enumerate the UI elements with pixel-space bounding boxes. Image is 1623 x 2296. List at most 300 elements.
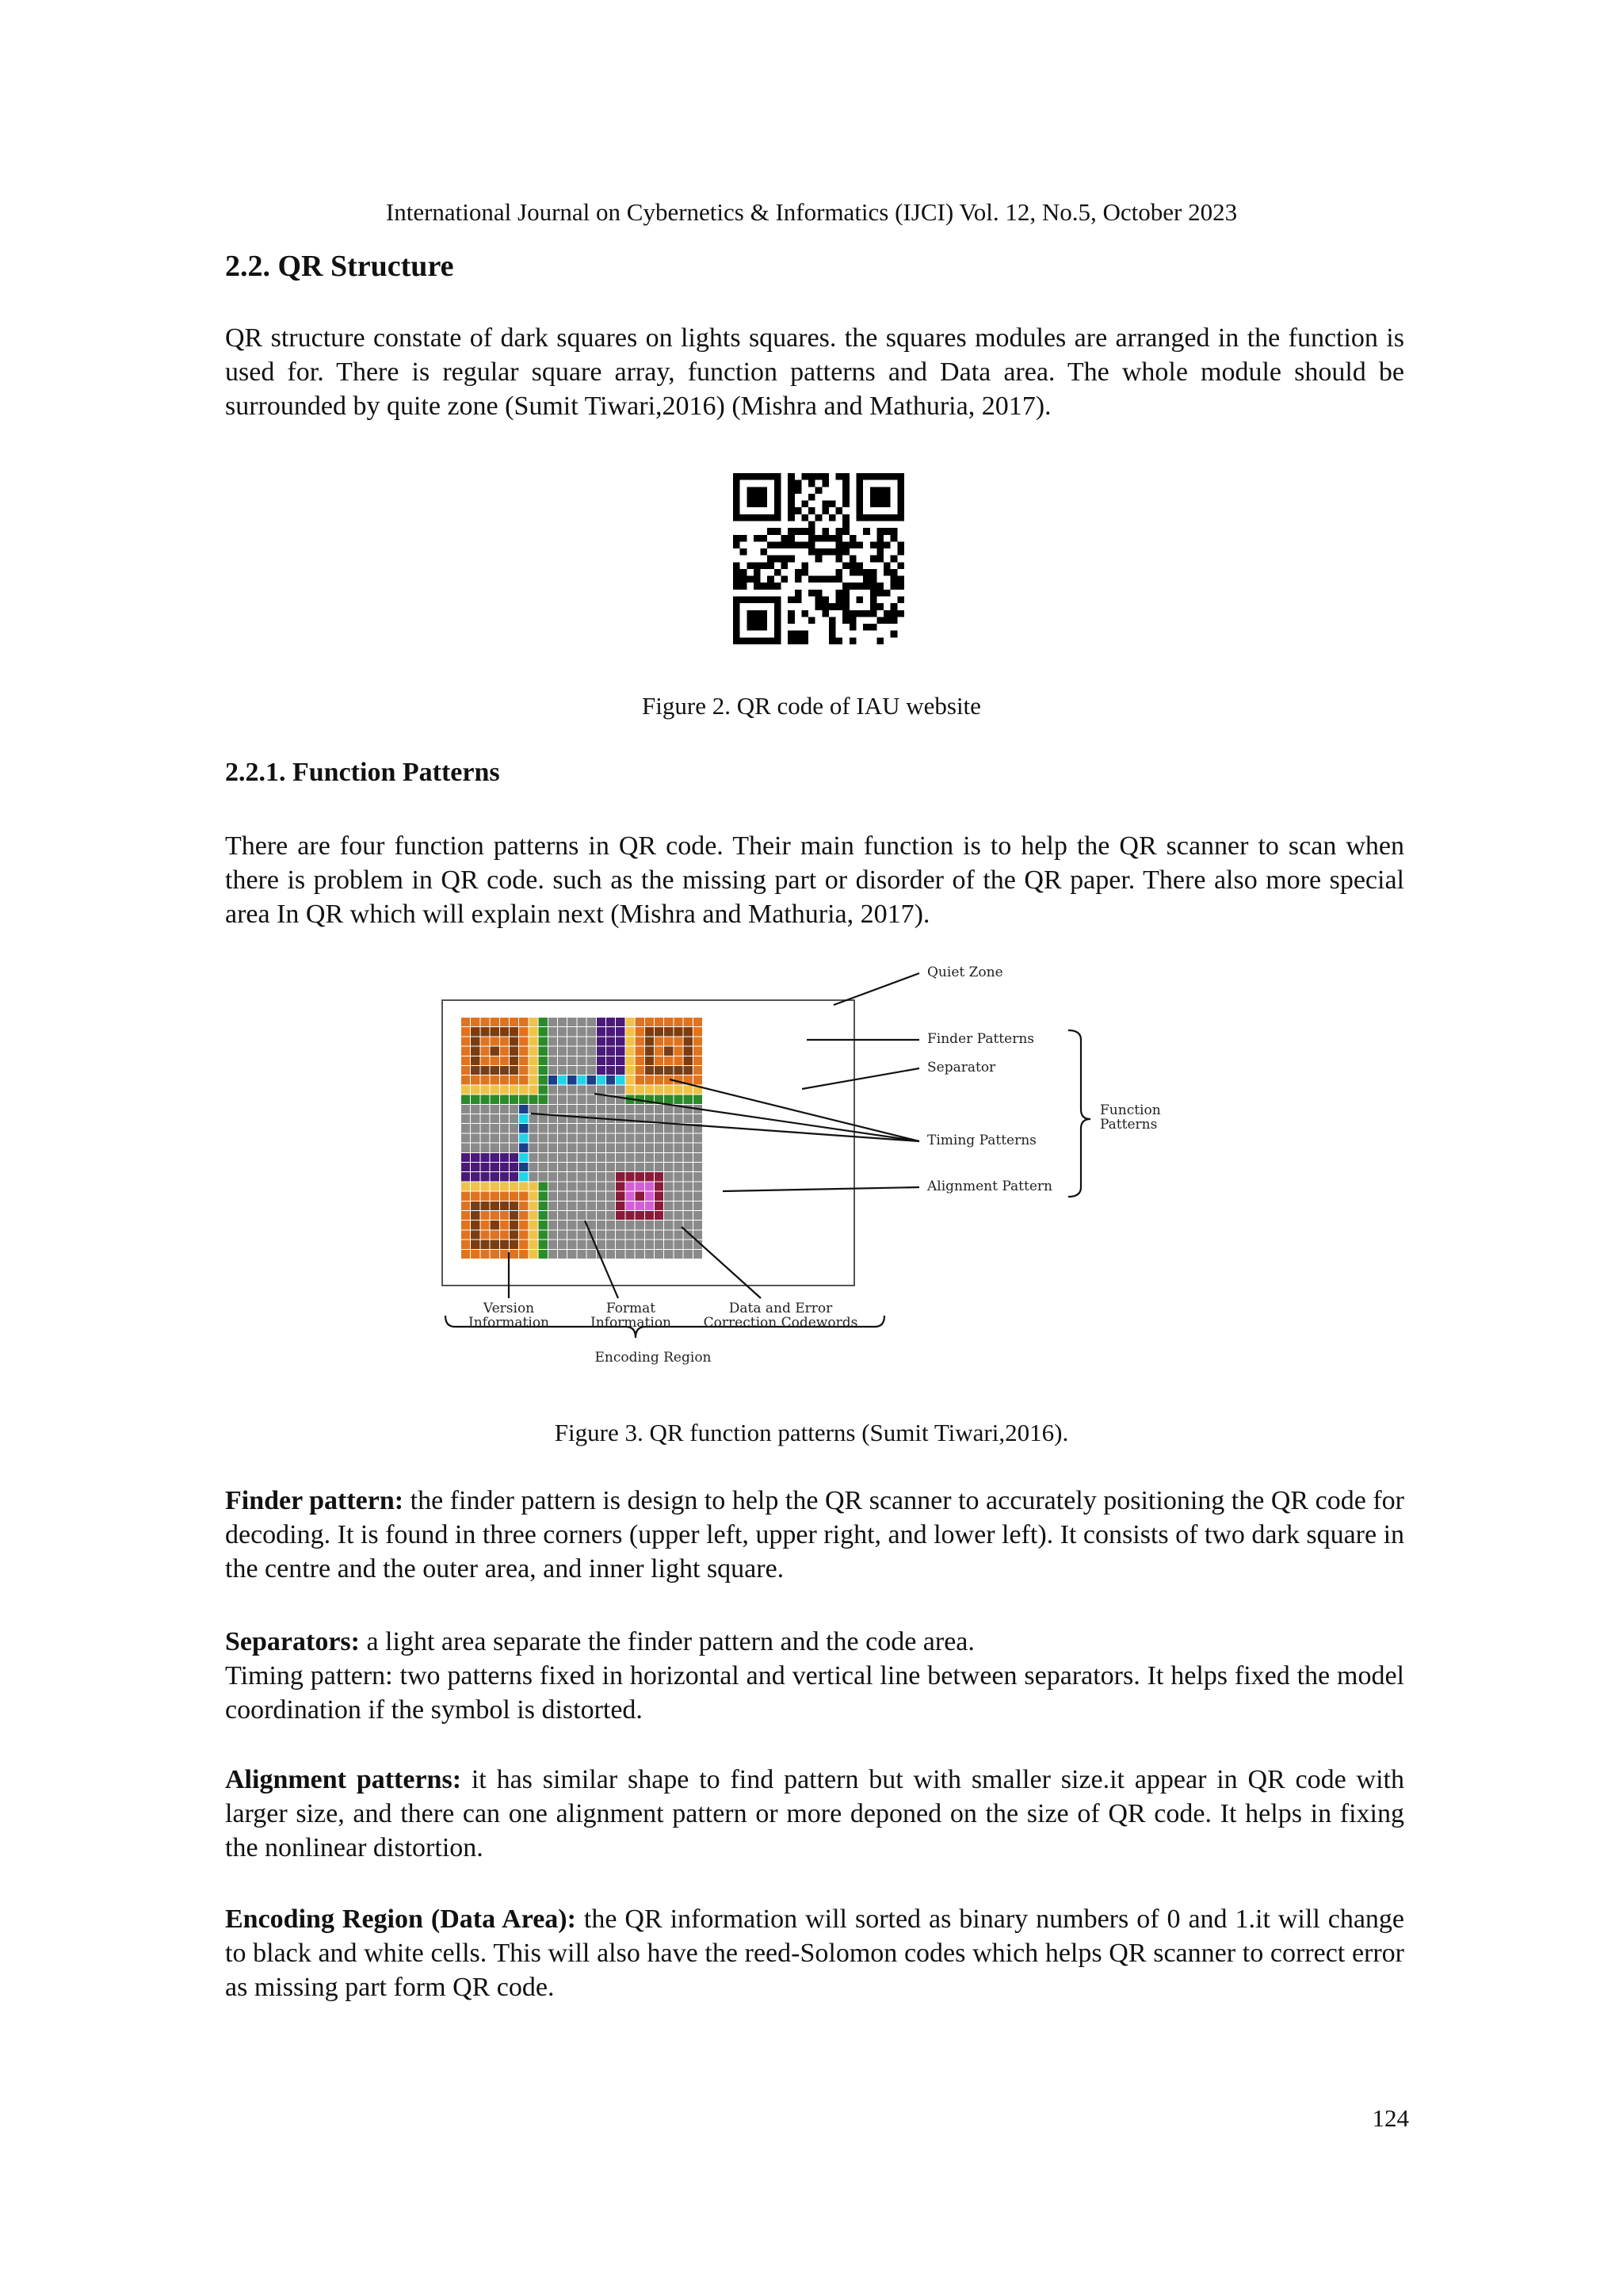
label-function-2: Patterns xyxy=(1100,1117,1158,1133)
data-module xyxy=(558,1056,567,1065)
data-module xyxy=(567,1124,576,1133)
finder-module xyxy=(510,1221,518,1229)
data-module xyxy=(548,1182,557,1190)
data-module xyxy=(558,1192,567,1201)
data-module xyxy=(480,1114,489,1123)
data-module xyxy=(558,1047,567,1056)
data-module xyxy=(606,1230,615,1239)
data-module xyxy=(567,1037,576,1045)
data-module xyxy=(471,1114,479,1123)
data-module xyxy=(674,1230,682,1239)
finder-module xyxy=(636,1037,644,1045)
separator-module xyxy=(529,1066,537,1075)
format-module xyxy=(539,1250,548,1259)
separator-module xyxy=(510,1182,518,1190)
version-module xyxy=(471,1153,479,1162)
data-module xyxy=(636,1124,644,1133)
data-module xyxy=(577,1211,586,1220)
finder-module xyxy=(491,1027,499,1036)
label-data-2: Correction Codewords xyxy=(703,1315,858,1331)
timing-module xyxy=(519,1153,528,1162)
separator-module xyxy=(471,1182,479,1190)
data-module xyxy=(645,1105,654,1114)
format-module xyxy=(539,1095,548,1104)
format-module xyxy=(519,1095,528,1104)
data-module xyxy=(625,1114,634,1123)
data-module xyxy=(597,1182,605,1190)
data-module xyxy=(655,1105,663,1114)
finder-module xyxy=(684,1037,693,1045)
data-module xyxy=(567,1027,576,1036)
finder-module xyxy=(471,1221,479,1229)
data-module xyxy=(567,1105,576,1114)
finder-module xyxy=(491,1230,499,1239)
data-module xyxy=(684,1153,693,1162)
data-module xyxy=(539,1163,548,1171)
version-module xyxy=(471,1163,479,1171)
finder-module xyxy=(519,1047,528,1056)
data-module xyxy=(529,1133,537,1142)
separator-module xyxy=(645,1085,654,1094)
alignment-module xyxy=(625,1201,634,1210)
data-module xyxy=(567,1221,576,1229)
data-module xyxy=(684,1114,693,1123)
finder-module xyxy=(480,1201,489,1210)
data-module xyxy=(587,1182,596,1190)
data-module xyxy=(558,1124,567,1133)
finder-module xyxy=(491,1075,499,1084)
data-module xyxy=(558,1153,567,1162)
version-module xyxy=(471,1172,479,1181)
data-module xyxy=(597,1221,605,1229)
format-module xyxy=(510,1095,518,1104)
alignment-module xyxy=(625,1192,634,1201)
data-module xyxy=(587,1018,596,1026)
finder-module xyxy=(693,1075,702,1084)
version-module xyxy=(491,1153,499,1162)
finder-module xyxy=(645,1075,654,1084)
data-module xyxy=(567,1211,576,1220)
data-module xyxy=(471,1133,479,1142)
finder-module xyxy=(693,1056,702,1065)
data-module xyxy=(539,1114,548,1123)
label-format-1: Format xyxy=(605,1301,656,1316)
data-module xyxy=(558,1211,567,1220)
version-module xyxy=(480,1153,489,1162)
format-module xyxy=(539,1201,548,1210)
alignment-module xyxy=(655,1201,663,1210)
version-module xyxy=(616,1018,624,1026)
data-module xyxy=(567,1172,576,1181)
finder-module xyxy=(471,1027,479,1036)
section-heading: 2.2. QR Structure xyxy=(225,250,454,283)
data-module xyxy=(606,1250,615,1259)
data-module xyxy=(636,1133,644,1142)
separator-module xyxy=(519,1085,528,1094)
format-module xyxy=(539,1056,548,1065)
finder-module xyxy=(510,1027,518,1036)
data-module xyxy=(684,1172,693,1181)
alignment-module xyxy=(625,1172,634,1181)
format-module xyxy=(539,1027,548,1036)
data-module xyxy=(577,1153,586,1162)
data-module xyxy=(471,1144,479,1152)
journal-header: International Journal on Cybernetics & Informatics (IJCI) Vol. 12, No.5, October 2023 xyxy=(385,198,1238,226)
timing-module xyxy=(587,1075,596,1084)
alignment-module xyxy=(636,1192,644,1201)
finder-module xyxy=(480,1066,489,1075)
data-module xyxy=(655,1250,663,1259)
data-module xyxy=(548,1221,557,1229)
separator-module xyxy=(529,1047,537,1056)
data-module xyxy=(577,1240,586,1249)
data-module xyxy=(461,1144,470,1152)
finder-module xyxy=(480,1056,489,1065)
finder-module xyxy=(510,1192,518,1201)
finder-module xyxy=(664,1056,673,1065)
definition-separators xyxy=(225,1625,1404,1659)
finder-module xyxy=(655,1066,663,1075)
format-module xyxy=(539,1047,548,1056)
finder-module xyxy=(480,1047,489,1056)
data-module xyxy=(587,1095,596,1104)
format-module xyxy=(539,1182,548,1190)
data-module xyxy=(645,1144,654,1152)
finder-module xyxy=(500,1192,509,1201)
finder-module xyxy=(471,1201,479,1210)
version-module xyxy=(606,1018,615,1026)
data-module xyxy=(529,1163,537,1171)
alignment-module xyxy=(655,1192,663,1201)
data-module xyxy=(693,1201,702,1210)
data-module xyxy=(664,1163,673,1171)
data-module xyxy=(558,1037,567,1045)
data-module xyxy=(577,1105,586,1114)
data-module xyxy=(548,1124,557,1133)
data-module xyxy=(567,1095,576,1104)
alignment-module xyxy=(655,1211,663,1220)
finder-module xyxy=(500,1201,509,1210)
finder-module xyxy=(674,1018,682,1026)
data-module xyxy=(606,1182,615,1190)
data-module xyxy=(558,1163,567,1171)
version-module xyxy=(606,1047,615,1056)
timing-module xyxy=(519,1172,528,1181)
data-module xyxy=(606,1144,615,1152)
finder-module xyxy=(461,1230,470,1239)
data-module xyxy=(674,1163,682,1171)
data-module xyxy=(491,1133,499,1142)
finder-module xyxy=(664,1037,673,1045)
finder-module xyxy=(480,1211,489,1220)
finder-module xyxy=(461,1221,470,1229)
data-module xyxy=(597,1211,605,1220)
data-module xyxy=(636,1153,644,1162)
format-module xyxy=(539,1192,548,1201)
data-module xyxy=(558,1085,567,1094)
finder-module xyxy=(510,1201,518,1210)
data-module xyxy=(567,1182,576,1190)
data-module xyxy=(539,1153,548,1162)
data-module xyxy=(548,1133,557,1142)
separator-module xyxy=(625,1027,634,1036)
timing-module xyxy=(616,1075,624,1084)
data-module xyxy=(587,1133,596,1142)
finder-module xyxy=(491,1047,499,1056)
data-module xyxy=(558,1027,567,1036)
finder-module xyxy=(480,1192,489,1201)
format-module xyxy=(664,1095,673,1104)
finder-module xyxy=(461,1066,470,1075)
finder-module xyxy=(480,1037,489,1045)
finder-module xyxy=(636,1027,644,1036)
version-module xyxy=(491,1163,499,1171)
data-module xyxy=(655,1133,663,1142)
finder-module xyxy=(500,1056,509,1065)
data-module xyxy=(645,1124,654,1133)
data-module xyxy=(664,1182,673,1190)
version-module xyxy=(606,1056,615,1065)
data-module xyxy=(674,1201,682,1210)
data-module xyxy=(500,1105,509,1114)
separator-module xyxy=(529,1211,537,1220)
separator-module xyxy=(500,1182,509,1190)
version-module xyxy=(491,1172,499,1181)
version-module xyxy=(510,1153,518,1162)
data-module xyxy=(558,1105,567,1114)
separator-module xyxy=(529,1230,537,1239)
data-module xyxy=(693,1172,702,1181)
data-module xyxy=(616,1163,624,1171)
finder-module xyxy=(655,1047,663,1056)
data-module xyxy=(587,1047,596,1056)
data-module xyxy=(664,1153,673,1162)
data-module xyxy=(548,1172,557,1181)
separator-module xyxy=(529,1085,537,1094)
data-module xyxy=(529,1153,537,1162)
finder-module xyxy=(510,1018,518,1026)
data-module xyxy=(597,1240,605,1249)
data-module xyxy=(567,1133,576,1142)
data-module xyxy=(655,1230,663,1239)
format-module xyxy=(461,1095,470,1104)
separator-module xyxy=(625,1037,634,1045)
data-module xyxy=(693,1182,702,1190)
data-module xyxy=(577,1133,586,1142)
finder-module xyxy=(491,1221,499,1229)
separator-module xyxy=(655,1085,663,1094)
alignment-module xyxy=(636,1182,644,1190)
separator-module xyxy=(529,1037,537,1045)
figure3-diagram xyxy=(428,951,1220,1379)
data-module xyxy=(616,1105,624,1114)
timing-module xyxy=(548,1075,557,1084)
data-module xyxy=(664,1124,673,1133)
finder-module xyxy=(636,1075,644,1084)
data-module xyxy=(587,1085,596,1094)
finder-module xyxy=(645,1018,654,1026)
data-module xyxy=(461,1105,470,1114)
qr-module-grid xyxy=(461,1018,702,1259)
data-module xyxy=(587,1027,596,1036)
data-module xyxy=(684,1144,693,1152)
data-module xyxy=(558,1095,567,1104)
finder-module xyxy=(519,1240,528,1249)
label-quiet-zone: Quiet Zone xyxy=(927,965,1003,980)
finder-module xyxy=(519,1037,528,1045)
label-finder-patterns: Finder Patterns xyxy=(927,1031,1034,1047)
data-module xyxy=(539,1124,548,1133)
data-module xyxy=(693,1211,702,1220)
data-module xyxy=(480,1124,489,1133)
data-module xyxy=(577,1201,586,1210)
finder-module xyxy=(519,1066,528,1075)
data-module xyxy=(577,1114,586,1123)
data-module xyxy=(597,1192,605,1201)
finder-module xyxy=(471,1211,479,1220)
data-module xyxy=(577,1066,586,1075)
data-module xyxy=(625,1221,634,1229)
timing-module xyxy=(519,1144,528,1152)
data-module xyxy=(616,1221,624,1229)
version-module xyxy=(606,1066,615,1075)
data-module xyxy=(548,1047,557,1056)
finder-module xyxy=(471,1066,479,1075)
finder-module xyxy=(471,1047,479,1056)
data-module xyxy=(558,1133,567,1142)
format-module xyxy=(539,1075,548,1084)
finder-module xyxy=(461,1056,470,1065)
data-module xyxy=(548,1163,557,1171)
data-module xyxy=(491,1114,499,1123)
data-module xyxy=(567,1230,576,1239)
data-module xyxy=(587,1250,596,1259)
finder-module xyxy=(491,1066,499,1075)
subsection-paragraph: There are four function patterns in QR code. Their main function is to help the QR scanner to scan when there is problem in QR code. such as the missing part or disorder of the QR paper. There also more special area In QR which will explain next (Mishra and Mathuria, 2017). xyxy=(225,831,1404,929)
finder-module xyxy=(519,1211,528,1220)
data-module xyxy=(616,1124,624,1133)
finder-module xyxy=(664,1027,673,1036)
data-module xyxy=(636,1144,644,1152)
finder-module xyxy=(693,1037,702,1045)
text-separators: a light area separate the finder pattern and the code area. xyxy=(359,1627,975,1656)
version-module xyxy=(616,1027,624,1036)
version-module xyxy=(616,1037,624,1045)
data-module xyxy=(674,1172,682,1181)
data-module xyxy=(548,1018,557,1026)
finder-module xyxy=(655,1075,663,1084)
alignment-module xyxy=(636,1211,644,1220)
page-number: 124 xyxy=(1372,2104,1409,2132)
data-module xyxy=(616,1153,624,1162)
alignment-module xyxy=(616,1172,624,1181)
separator-module xyxy=(625,1075,634,1084)
data-module xyxy=(674,1133,682,1142)
data-module xyxy=(587,1144,596,1152)
data-module xyxy=(606,1211,615,1220)
version-module xyxy=(510,1172,518,1181)
data-module xyxy=(664,1211,673,1220)
finder-module xyxy=(500,1221,509,1229)
finder-module xyxy=(519,1221,528,1229)
separator-module xyxy=(529,1018,537,1026)
version-module xyxy=(597,1018,605,1026)
term-alignment: Alignment patterns: xyxy=(225,1765,462,1794)
label-encoding-region: Encoding Region xyxy=(594,1350,712,1366)
data-module xyxy=(674,1192,682,1201)
finder-module xyxy=(519,1075,528,1084)
finder-module xyxy=(491,1018,499,1026)
data-module xyxy=(548,1240,557,1249)
version-module xyxy=(597,1047,605,1056)
data-module xyxy=(597,1085,605,1094)
data-module xyxy=(480,1133,489,1142)
label-alignment-pattern: Alignment Pattern xyxy=(927,1179,1052,1194)
alignment-module xyxy=(616,1211,624,1220)
data-module xyxy=(606,1240,615,1249)
data-module xyxy=(693,1114,702,1123)
data-module xyxy=(606,1201,615,1210)
data-module xyxy=(539,1105,548,1114)
finder-module xyxy=(491,1192,499,1201)
data-module xyxy=(577,1230,586,1239)
label-version-2: Information xyxy=(468,1315,550,1331)
finder-module xyxy=(664,1066,673,1075)
separator-module xyxy=(625,1018,634,1026)
finder-module xyxy=(500,1037,509,1045)
timing-module xyxy=(606,1075,615,1084)
data-module xyxy=(587,1124,596,1133)
term-encoding: Encoding Region (Data Area): xyxy=(225,1904,576,1934)
data-module xyxy=(664,1114,673,1123)
data-module xyxy=(625,1240,634,1249)
data-module xyxy=(664,1221,673,1229)
finder-module xyxy=(461,1192,470,1201)
separator-module xyxy=(519,1182,528,1190)
data-module xyxy=(655,1221,663,1229)
data-module xyxy=(558,1144,567,1152)
format-module xyxy=(480,1095,489,1104)
separator-module xyxy=(510,1085,518,1094)
format-module xyxy=(693,1095,702,1104)
finder-module xyxy=(664,1018,673,1026)
data-module xyxy=(606,1153,615,1162)
data-module xyxy=(606,1133,615,1142)
finder-module xyxy=(684,1056,693,1065)
data-module xyxy=(471,1124,479,1133)
finder-module xyxy=(461,1037,470,1045)
separator-module xyxy=(529,1075,537,1084)
data-module xyxy=(558,1182,567,1190)
text-finder: the finder pattern is design to help the QR scanner to accurately positioning the QR code for decoding. It is found in three corners (upper left, upper right, and lower left). It consists of two dark square in the centre and the outer area, and inner light square. xyxy=(225,1486,1405,1584)
data-module xyxy=(567,1163,576,1171)
label-data-1: Data and Error xyxy=(728,1301,833,1316)
data-module xyxy=(674,1211,682,1220)
data-module xyxy=(674,1250,682,1259)
separator-module xyxy=(664,1085,673,1094)
finder-module xyxy=(500,1240,509,1249)
label-timing-patterns: Timing Patterns xyxy=(927,1133,1037,1148)
finder-module xyxy=(519,1192,528,1201)
finder-module xyxy=(480,1221,489,1229)
label-format-2: Information xyxy=(590,1315,672,1331)
data-module xyxy=(558,1172,567,1181)
finder-module xyxy=(500,1230,509,1239)
data-module xyxy=(597,1133,605,1142)
data-module xyxy=(655,1240,663,1249)
separator-module xyxy=(625,1047,634,1056)
data-module xyxy=(548,1085,557,1094)
